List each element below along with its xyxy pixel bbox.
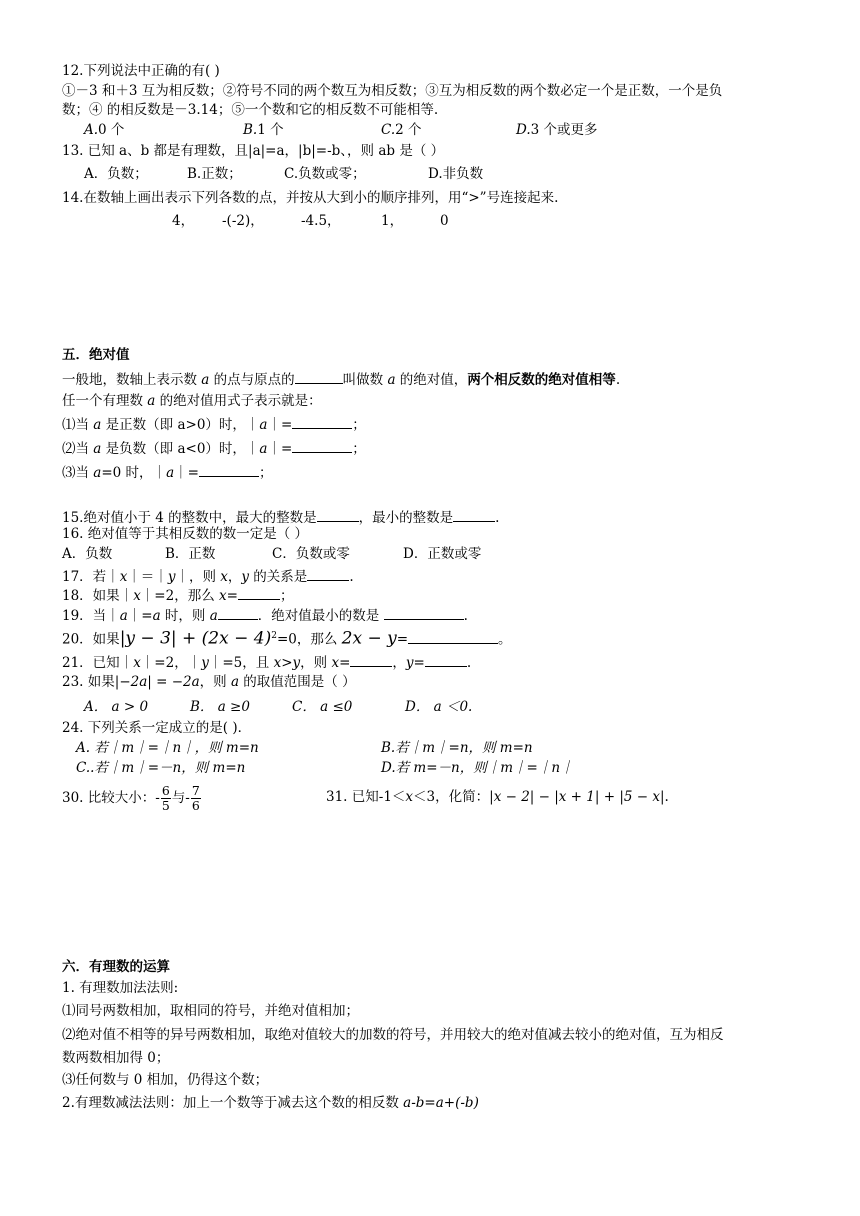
addition-rule-3: ⑶任何数与 0 相加，仍得这个数； [62, 1072, 269, 1088]
question-16-option-b: B．正数 [165, 546, 216, 562]
question-13-option-a: A．负数； [84, 166, 148, 182]
question-13-option-b: B.正数； [187, 166, 242, 182]
question-23-option-a: A． a > 0 [84, 699, 149, 715]
answer-blank[interactable] [218, 605, 258, 620]
answer-blank[interactable] [292, 414, 352, 429]
question-24-option-b: B.若｜m｜=n，则 m=n [381, 740, 533, 756]
question-16-option-a: A．负数 [62, 546, 113, 562]
question-12-option-a: A.0 个 [84, 122, 125, 138]
answer-blank[interactable] [292, 438, 352, 453]
answer-blank[interactable] [238, 585, 280, 600]
answer-blank[interactable] [425, 652, 467, 667]
section-5-title: 五．绝对值 [62, 347, 130, 363]
question-30: 30. 比较大小：- $\frac{6}{5}$ 与- $\frac{7}{6}$ [62, 782, 200, 813]
equation-expression: |y − 3| + (2x − 4) [119, 628, 272, 649]
question-16-option-c: C．负数或零 [272, 546, 350, 562]
question-13-stem: 13. 已知 a、b 都是有理数，且|a|=a，|b|=-b、，则 ab 是（ ） [62, 143, 445, 159]
question-24-option-c: C..若｜m｜=－n，则 m=n [76, 760, 246, 776]
answer-blank[interactable] [295, 369, 343, 384]
question-12-stem: 12.下列说法中正确的有( ) [62, 63, 220, 79]
question-12-option-b: B.1 个 [243, 122, 284, 138]
addition-rule-1: ⑴同号两数相加，取相同的符号，并绝对值相加； [62, 1003, 359, 1019]
answer-blank[interactable] [384, 605, 464, 620]
absolute-value-intro: 任一个有理数 a 的绝对值用式子表示就是： [62, 393, 322, 409]
question-23-option-c: C． a ≤0 [292, 699, 353, 715]
question-12-statements-line2: 数；④ 的相反数是－3.14；⑤一个数和它的相反数不可能相等. [62, 102, 439, 118]
question-21: 21．已知｜x｜=2，｜y｜=5，且 x>y，则 x= ，y= . [62, 652, 810, 673]
case-positive: ⑴当 a 是正数（即 a>0）时，｜a｜= ； [62, 414, 810, 435]
question-23-stem: 23. 如果|−2a| = −2a，则 a 的取值范围是（ ） [62, 674, 356, 690]
question-12-option-d: D.3 个或更多 [516, 122, 598, 138]
answer-blank[interactable] [453, 507, 495, 522]
answer-blank[interactable] [199, 462, 259, 477]
q14-number: 0 [440, 213, 449, 229]
answer-blank[interactable] [307, 566, 349, 581]
section-6-title: 六．有理数的运算 [62, 959, 170, 975]
addition-rule-heading: 1. 有理数加法法则: [62, 980, 179, 996]
fraction: $\frac{7}{6}$ [191, 782, 200, 813]
question-12-option-c: C.2 个 [381, 122, 422, 138]
answer-blank[interactable] [350, 652, 392, 667]
question-13-option-d: D.非负数 [428, 166, 484, 182]
question-13-option-c: C.负数或零； [284, 166, 366, 182]
q14-number: -(-2)， [222, 213, 264, 229]
question-23-option-d: D． a ＜0. [405, 699, 473, 715]
question-15: 15.绝对值小于 4 的整数中，最大的整数是 ，最小的整数是 . [62, 507, 810, 528]
question-16-stem: 16. 绝对值等于其相反数的数一定是（ ） [62, 526, 309, 542]
q14-number: 1， [381, 213, 404, 229]
fraction: $\frac{6}{5}$ [161, 782, 170, 813]
case-zero: ⑶当 a=0 时，｜a｜= ； [62, 462, 810, 483]
question-24-option-a: A. 若｜m｜=｜n｜，则 m=n [76, 740, 259, 756]
q14-number: 4， [172, 213, 195, 229]
question-24-stem: 24. 下列关系一定成立的是( )． [62, 720, 252, 736]
q14-number: -4.5， [301, 213, 341, 229]
target-expression: 2x − y [341, 628, 397, 649]
case-negative: ⑵当 a 是负数（即 a<0）时，｜a｜= ； [62, 438, 810, 459]
question-24-option-d: D.若 m=－n，则｜m｜=｜n｜ [381, 760, 574, 776]
simplify-expression: |x − 2| − |x + 1| + |5 − x| [489, 789, 665, 805]
answer-blank[interactable] [408, 629, 498, 644]
question-12-statements-line1: ①－3 和＋3 互为相反数；②符号不同的两个数互为相反数；③互为相反数的两个数必定一个是正数，一个是负 [62, 83, 723, 99]
question-16-option-d: D．正数或零 [403, 546, 482, 562]
addition-rule-2: ⑵绝对值不相等的异号两数相加，取绝对值较大的加数的符号，并用较大的绝对值减去较小的绝对值，互为相反 [62, 1027, 724, 1043]
condition-expression: |−2a| = −2a [114, 674, 200, 690]
question-17: 17．若｜x｜＝｜y｜，则 x，y 的关系是 . [62, 566, 810, 587]
answer-blank[interactable] [317, 507, 359, 522]
question-19: 19．当｜a｜=a 时，则 a ．绝对值最小的数是 . [62, 605, 810, 626]
question-14-stem: 14.在数轴上画出表示下列各数的点，并按从大到小的顺序排列，用“>”号连接起来. [62, 190, 559, 206]
question-31: 31. 已知-1＜x＜3，化简：|x − 2| − |x + 1| + |5 − x|. [326, 789, 669, 805]
question-23-option-b: B． a ≥0 [190, 699, 250, 715]
addition-rule-2-cont: 数两数相加得 0； [62, 1050, 170, 1066]
subtraction-rule: 2.有理数减法法则：加上一个数等于减去这个数的相反数 a-b=a+(-b) [62, 1095, 479, 1111]
question-20: 20．如果$|y - 3| + (2x - 4)^2=0$，那么 2x − y= 。 [62, 628, 512, 649]
absolute-value-definition: 一般地，数轴上表示数 a 的点与原点的 叫做数 a 的绝对值，两个相反数的绝对值相等. [62, 369, 810, 390]
question-18: 18．如果｜x｜=2，那么 x= ； [62, 585, 810, 606]
